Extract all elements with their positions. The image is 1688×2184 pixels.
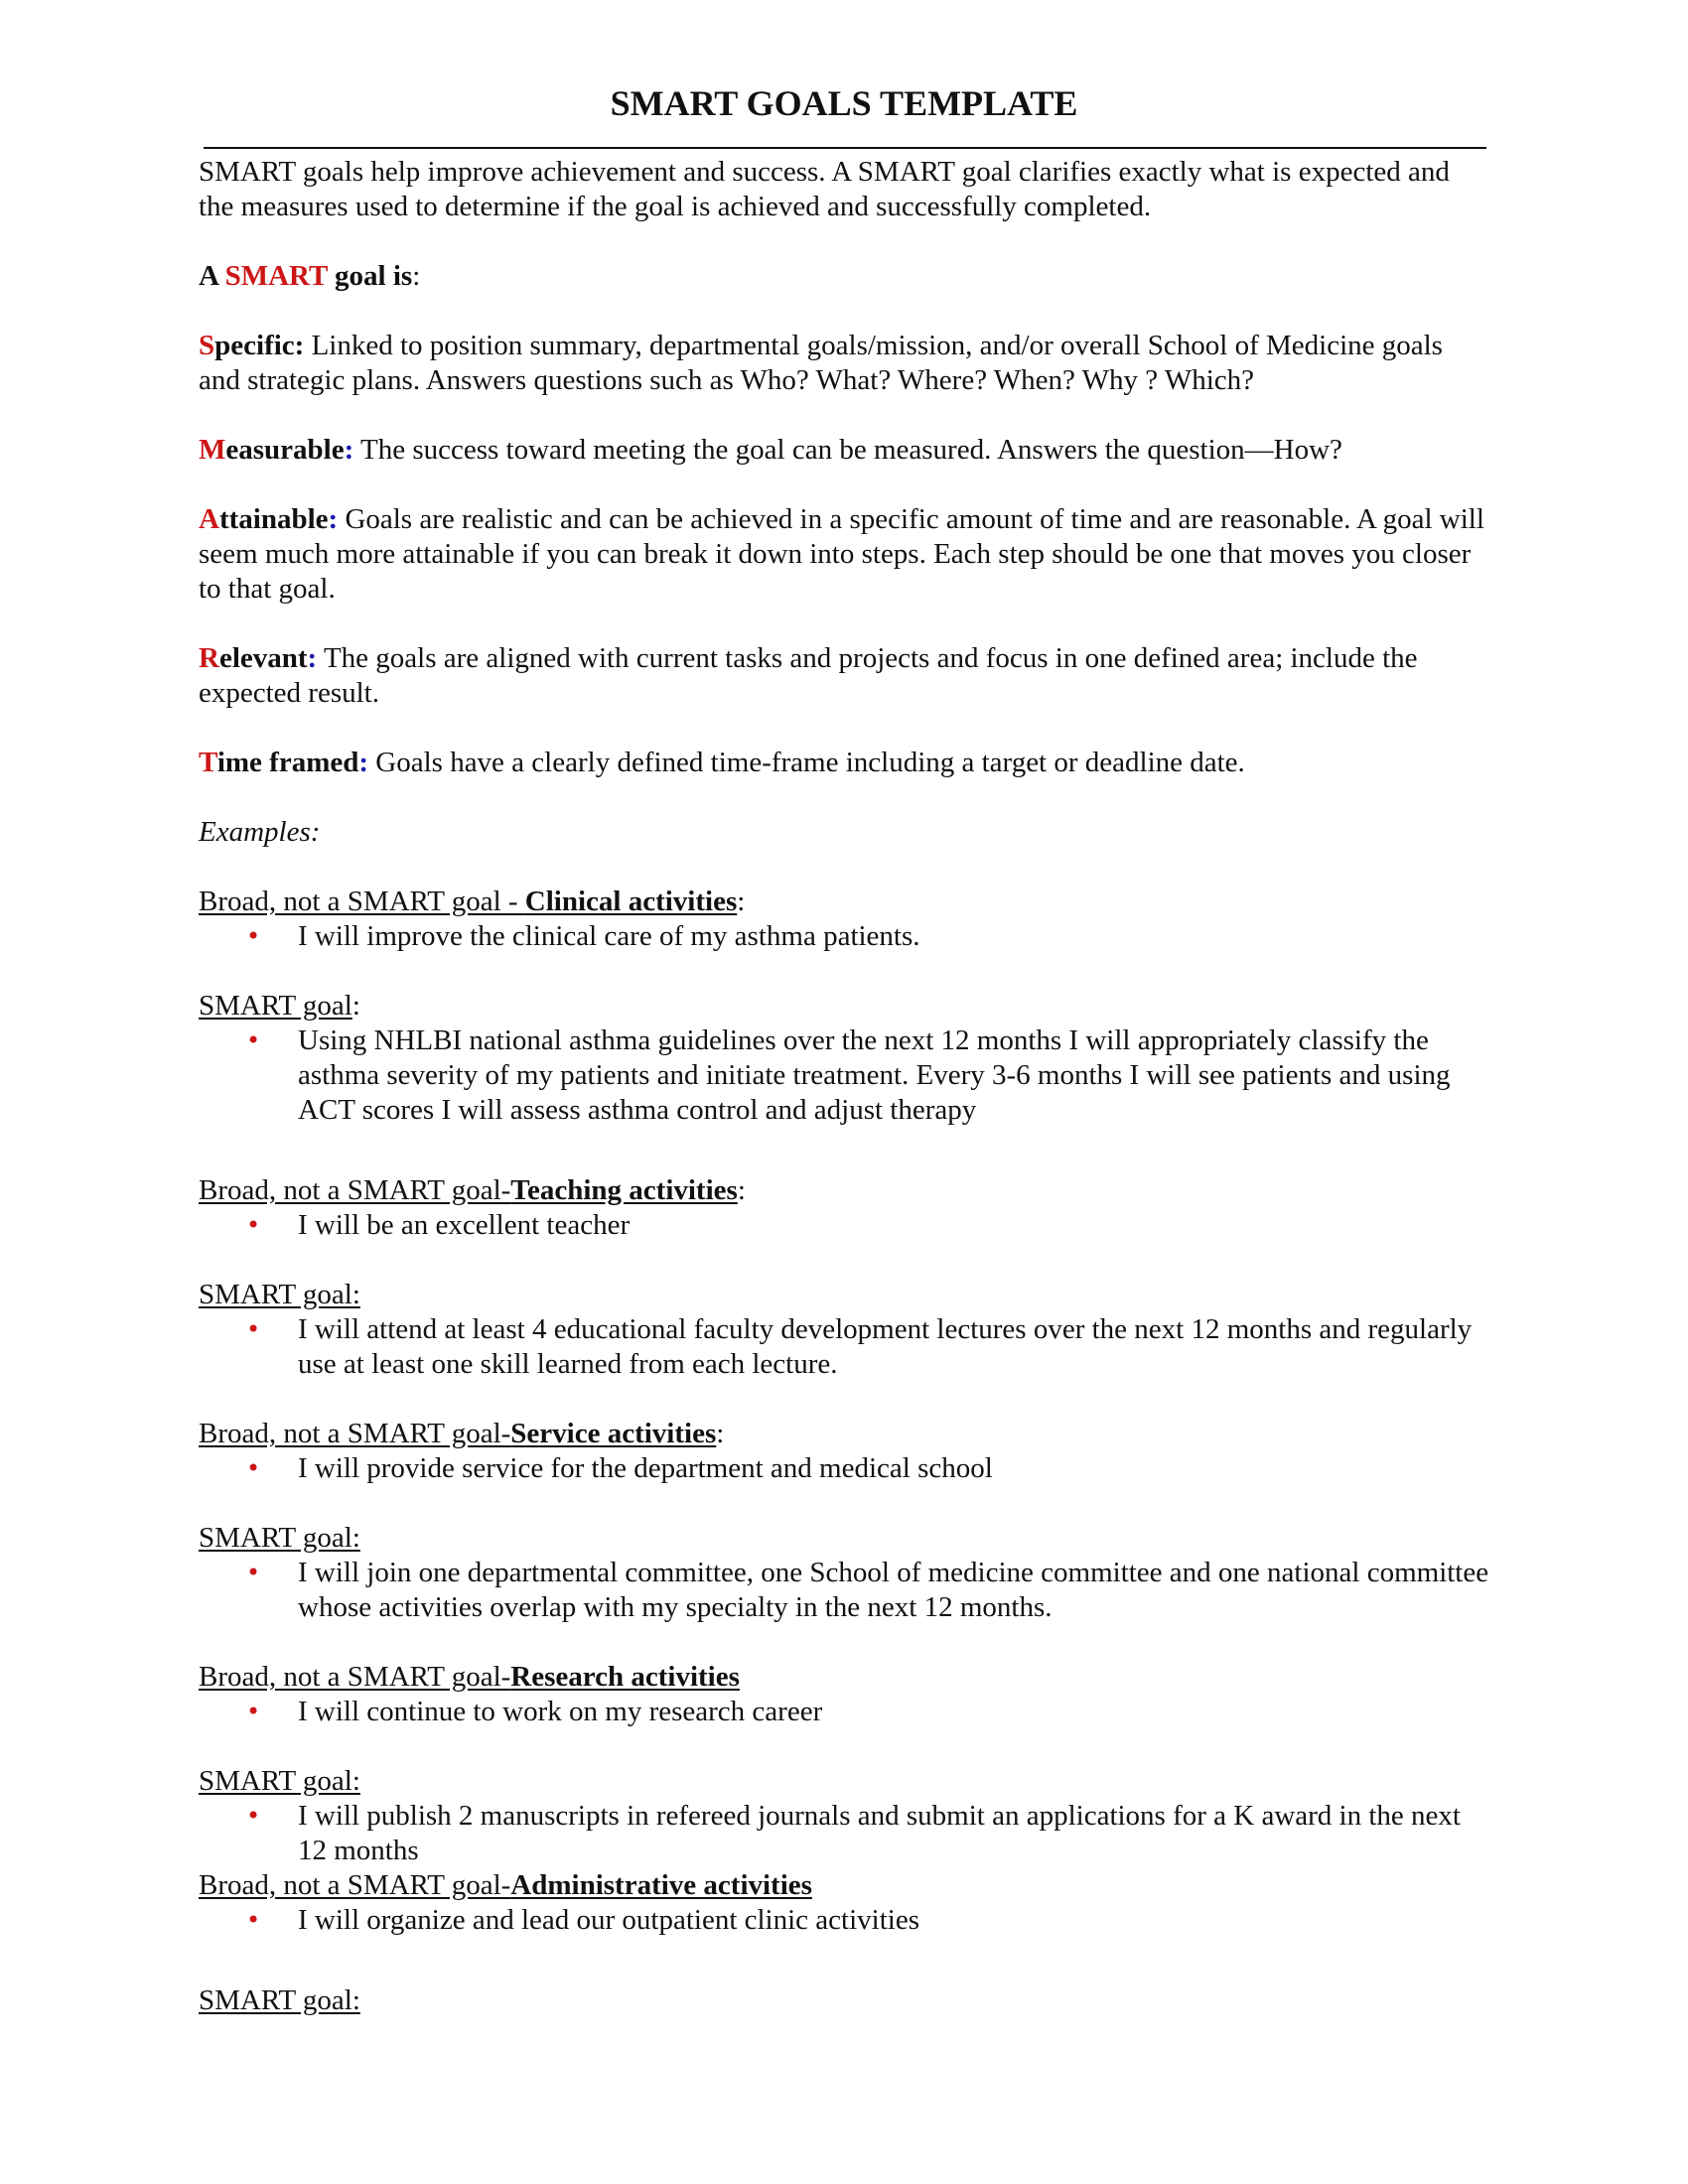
bullet-icon: •: [246, 1315, 261, 1343]
broad-goal-list: [199, 1695, 1489, 1729]
category-label: Administrative activities: [510, 1869, 812, 1901]
bullet-icon: •: [246, 1559, 261, 1586]
broad-goal-list: [199, 1208, 1489, 1243]
list-item: • I will provide service for the department and medical school: [246, 1452, 993, 1484]
criterion-word: elevant: [218, 642, 308, 674]
criterion-text: Goals have a clearly defined time-frame including a target or deadline date.: [368, 747, 1245, 778]
definition-suffix: goal is: [327, 260, 413, 292]
criterion-letter: R: [199, 642, 219, 674]
criterion-text: Linked to position summary, departmental goals/mission, and/or overall School of Medicine goals and strategic plans. Answers questions such as Who? What? Where? When? Why ? Which?: [199, 330, 1443, 396]
smart-goal-list: [199, 1799, 1489, 1868]
examples-label: Examples:: [199, 816, 321, 848]
criterion-measurable: [199, 433, 1489, 468]
bullet-icon: •: [246, 1211, 261, 1239]
list-item: • Using NHLBI national asthma guidelines over the next 12 months I will appropriately classify the asthma severity of my patients and initiate treatment. Every 3-6 months I will see patients and using ACT scores I will assess asthma control and adjust therapy: [246, 1024, 1451, 1126]
bullet-icon: •: [246, 1698, 261, 1725]
criterion-colon: :: [344, 434, 354, 466]
list-item: • I will continue to work on my research career: [246, 1696, 823, 1727]
criterion-text: The goals are aligned with current tasks and projects and focus in one defined area; include the expected result.: [199, 642, 1418, 709]
smart-goal-label: SMART goal:: [199, 1279, 360, 1310]
broad-goal-heading: [199, 1868, 1489, 1903]
criterion-colon: :: [358, 747, 369, 778]
category-label: Service activities: [510, 1418, 717, 1449]
bullet-icon: •: [246, 1454, 261, 1482]
broad-goal-heading: [199, 1660, 1489, 1695]
criterion-word: ime framed: [216, 747, 359, 778]
bullet-icon: •: [246, 1906, 261, 1934]
criterion-relevant: [199, 641, 1489, 711]
smart-goal-heading: [199, 1278, 1489, 1312]
criterion-letter: M: [199, 434, 226, 466]
bullet-icon: •: [246, 922, 261, 950]
bullet-icon: •: [246, 1026, 261, 1054]
broad-goal-label: Broad, not a SMART goal-Administrative activities: [199, 1869, 812, 1901]
category-label: Research activities: [510, 1661, 740, 1693]
list-item: • I will attend at least 4 educational faculty development lectures over the next 12 months and regularly use at least one skill learned from each lecture.: [246, 1313, 1473, 1380]
broad-goal-heading: Broad, not a SMART goal - Clinical activities:: [199, 886, 746, 917]
criterion-text: The success toward meeting the goal can be measured. Answers the question—How?: [353, 434, 1342, 466]
definition-smart: SMART: [224, 260, 328, 292]
bullet-icon: •: [246, 1802, 261, 1830]
smart-goal-heading: [199, 1764, 1489, 1799]
document-title: SMART GOALS TEMPLATE: [610, 83, 1078, 123]
criterion-word: ttainable: [218, 503, 329, 535]
criterion-specific: [199, 329, 1489, 398]
smart-goal-list: [199, 1024, 1489, 1128]
criterion-word: pecific: [214, 330, 295, 361]
list-item: • I will improve the clinical care of my asthma patients.: [246, 920, 920, 952]
list-item: • I will be an excellent teacher: [246, 1209, 631, 1241]
smart-goal-list: [199, 1556, 1489, 1625]
smart-goal-heading: [199, 1983, 1489, 2018]
list-item: • I will publish 2 manuscripts in refereed journals and submit an applications for a K award in the next 12 months: [246, 1800, 1461, 1866]
document-page: [199, 81, 1489, 2018]
broad-goal-label: Broad, not a SMART goal-Service activities: [199, 1418, 717, 1449]
definition-prefix: A: [199, 260, 225, 292]
criterion-word: easurable: [225, 434, 345, 466]
criterion-letter: A: [199, 503, 219, 535]
title-rule: [204, 147, 1486, 149]
criterion-colon: :: [294, 330, 305, 361]
smart-goal-label: SMART goal:: [199, 1984, 360, 2016]
smart-goal-list: [199, 1312, 1489, 1382]
definition-heading: [199, 259, 1489, 294]
criterion-letter: T: [199, 747, 217, 778]
list-item: • I will join one departmental committee, one School of medicine committee and one national committee whose activities overlap with my specialty in the next 12 months.: [246, 1557, 1489, 1623]
criterion-time-framed: [199, 746, 1489, 780]
smart-goal-heading: [199, 1521, 1489, 1556]
criterion-letter: S: [199, 330, 215, 361]
criterion-attainable: [199, 502, 1489, 607]
smart-goal-label: SMART goal:: [199, 1765, 360, 1797]
broad-goal-label: Broad, not a SMART goal-Teaching activities: [199, 1174, 738, 1206]
category-label: Teaching activities: [510, 1174, 738, 1206]
criterion-colon: :: [307, 642, 318, 674]
broad-goal-list: [199, 1451, 1489, 1486]
smart-goal-label: SMART goal:: [199, 1522, 360, 1554]
smart-goal-label: SMART goal: [199, 990, 352, 1022]
definition-colon: :: [412, 260, 421, 292]
broad-goal-list: [199, 919, 1489, 954]
criterion-colon: :: [328, 503, 339, 535]
list-item: • I will organize and lead our outpatient clinic activities: [246, 1904, 919, 1936]
broad-goal-heading: Broad, not a SMART goal-Service activities:: [199, 1418, 725, 1449]
broad-goal-heading: Broad, not a SMART goal-Teaching activities:: [199, 1174, 746, 1206]
broad-goal-list: [199, 1903, 1489, 1938]
broad-goal-label: Broad, not a SMART goal - Clinical activities: [199, 886, 738, 917]
category-label: Clinical activities: [524, 886, 738, 917]
intro-paragraph: SMART goals help improve achievement and success. A SMART goal clarifies exactly what is expected and the measures used to determine if the goal is achieved and successfully completed.: [199, 156, 1450, 222]
criterion-text: Goals are realistic and can be achieved in a specific amount of time and are reasonable. A goal will seem much more attainable if you can break it down into steps. Each step should be one that moves you closer to that goal.: [199, 503, 1484, 605]
broad-goal-label: Broad, not a SMART goal-Research activities: [199, 1661, 740, 1693]
smart-goal-heading: SMART goal:: [199, 990, 360, 1022]
